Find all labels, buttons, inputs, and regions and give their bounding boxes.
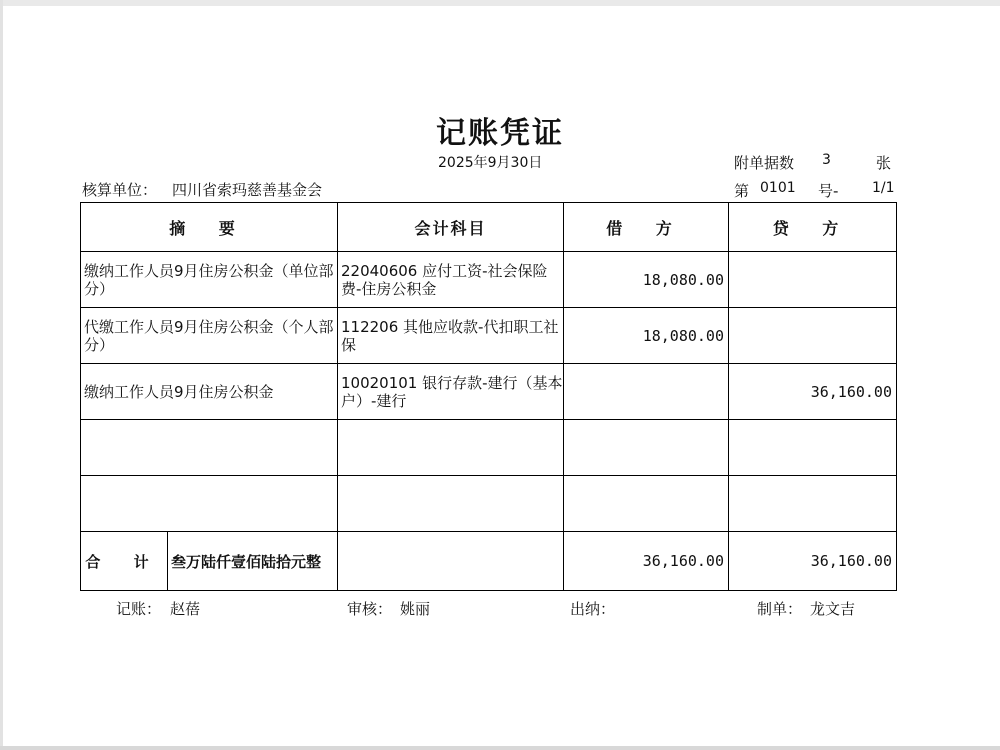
table-row bbox=[81, 364, 897, 420]
accounting-unit-label: 核算单位： bbox=[82, 181, 158, 199]
entry-credit: 36,160.00 bbox=[729, 364, 897, 420]
entry-debit bbox=[564, 364, 729, 420]
entry-account bbox=[338, 420, 564, 476]
col-header-credit: 贷 方 bbox=[729, 203, 897, 252]
preparer-name: 龙文吉 bbox=[810, 600, 856, 618]
total-amount-words: 叁万陆仟壹佰陆拾元整 bbox=[171, 552, 322, 571]
voucher-no-suffix: 号- bbox=[818, 182, 839, 200]
table-row-empty bbox=[81, 476, 897, 532]
entry-summary: 代缴工作人员9月住房公积金（个人部分） bbox=[81, 308, 338, 364]
total-account-empty bbox=[338, 532, 564, 591]
table-row-empty bbox=[81, 420, 897, 476]
entry-account bbox=[338, 476, 564, 532]
total-row bbox=[81, 532, 897, 591]
col-header-summary: 摘 要 bbox=[81, 203, 338, 252]
entry-summary bbox=[81, 420, 338, 476]
voucher-title: 记账凭证 bbox=[436, 116, 564, 151]
col-header-debit: 借 方 bbox=[564, 203, 729, 252]
entry-debit: 18,080.00 bbox=[564, 252, 729, 308]
attachments-label: 附单据数 bbox=[734, 154, 795, 172]
total-cell bbox=[81, 532, 338, 591]
scan-edge-bottom bbox=[0, 746, 1000, 750]
entry-account: 112206 其他应收款-代扣职工社保 bbox=[338, 308, 564, 364]
entry-summary: 缴纳工作人员9月住房公积金（单位部分） bbox=[81, 252, 338, 308]
entry-debit bbox=[564, 476, 729, 532]
entry-summary bbox=[81, 476, 338, 532]
col-header-account: 会计科目 bbox=[338, 203, 564, 252]
table-row bbox=[81, 252, 897, 308]
entry-account: 10020101 银行存款-建行（基本户）-建行 bbox=[338, 364, 564, 420]
reviewer-label: 审核： bbox=[347, 600, 393, 618]
preparer-label: 制单： bbox=[757, 600, 803, 618]
scan-edge-top bbox=[0, 0, 1000, 6]
voucher-no-prefix: 第 bbox=[734, 182, 750, 200]
header-row bbox=[81, 203, 897, 252]
voucher-date: 2025年9月30日 bbox=[438, 155, 543, 171]
entry-summary: 缴纳工作人员9月住房公积金 bbox=[81, 364, 338, 420]
voucher-no-value: 0101 bbox=[760, 180, 796, 196]
attachments-unit: 张 bbox=[876, 154, 892, 172]
attachments-count: 3 bbox=[822, 152, 831, 168]
reviewer-name: 姚丽 bbox=[400, 600, 431, 618]
cashier-label: 出纳： bbox=[570, 600, 616, 618]
total-label: 合 计 bbox=[81, 532, 168, 590]
entry-credit bbox=[729, 252, 897, 308]
bookkeeper-label: 记账： bbox=[116, 600, 162, 618]
voucher-page: 1/1 bbox=[872, 180, 895, 196]
entry-credit bbox=[729, 420, 897, 476]
entry-debit: 18,080.00 bbox=[564, 308, 729, 364]
entry-account: 22040606 应付工资-社会保险费-住房公积金 bbox=[338, 252, 564, 308]
entry-debit bbox=[564, 420, 729, 476]
voucher-table bbox=[80, 202, 897, 591]
table-row bbox=[81, 308, 897, 364]
accounting-unit-value: 四川省索玛慈善基金会 bbox=[172, 181, 323, 199]
total-credit: 36,160.00 bbox=[729, 532, 897, 591]
entry-credit bbox=[729, 308, 897, 364]
total-debit: 36,160.00 bbox=[564, 532, 729, 591]
bookkeeper-name: 赵蓓 bbox=[170, 600, 201, 618]
entry-credit bbox=[729, 476, 897, 532]
